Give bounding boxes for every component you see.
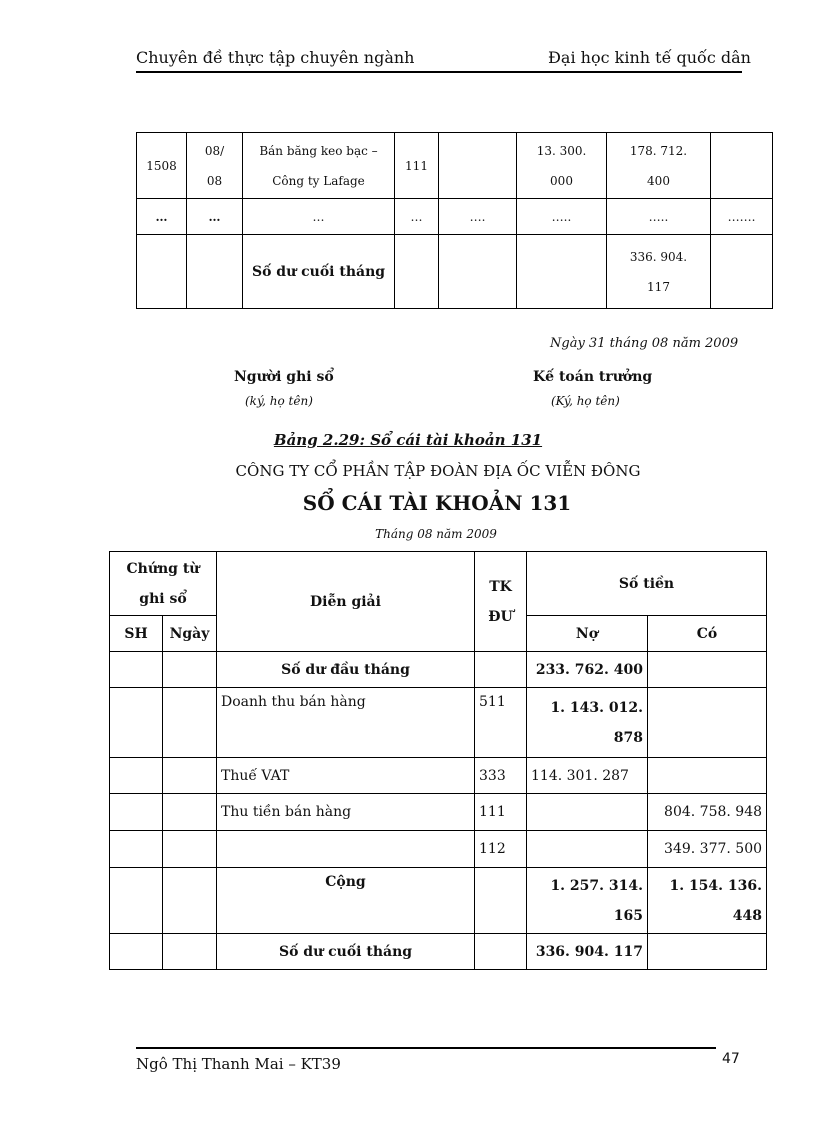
table-row <box>110 934 767 970</box>
cell-desc: … <box>243 199 395 235</box>
cell-debit-text: 13. 300. 000 <box>536 143 587 188</box>
cell-debit <box>527 794 648 831</box>
header-amount: Số tiền <box>527 552 767 616</box>
cell-acct <box>475 868 527 934</box>
cell-balance <box>607 133 711 199</box>
cell-acct: 111 <box>395 133 439 199</box>
header-rule <box>136 71 742 73</box>
cell-debit: 233. 762. 400 <box>527 652 648 688</box>
cell-debit <box>517 133 607 199</box>
cell-desc: Doanh thu bán hàng <box>217 688 475 758</box>
header-debit: Nợ <box>527 616 648 652</box>
cell-balance-text: 336. 904. 117 <box>629 249 688 294</box>
cell-date <box>163 831 217 868</box>
cell-credit <box>648 688 767 758</box>
signature-date: Ngày 31 tháng 08 năm 2009 <box>550 336 739 351</box>
header-sh: SH <box>110 616 163 652</box>
cell-extra <box>711 235 773 309</box>
cell-credit <box>648 934 767 970</box>
cell-date <box>163 652 217 688</box>
header-voucher-text: Chứng từ ghi sổ <box>126 560 200 607</box>
cell-date <box>187 133 243 199</box>
cell-debit <box>527 688 648 758</box>
page-number: 47 <box>722 1051 740 1067</box>
continuation-table <box>136 132 773 309</box>
cell-acct <box>475 652 527 688</box>
cell-sh <box>110 652 163 688</box>
cell-debit-text: 1. 143. 012. 878 <box>550 699 643 746</box>
cell-desc <box>243 133 395 199</box>
cell-credit <box>648 652 767 688</box>
cell-debit <box>517 235 607 309</box>
table-row <box>137 235 773 309</box>
cell-credit <box>648 758 767 794</box>
cell-acct: 333 <box>475 758 527 794</box>
cell-credit-text: 1. 154. 136. 448 <box>669 877 763 924</box>
table-row <box>110 831 767 868</box>
cell-debit: 114. 301. 287 <box>527 758 648 794</box>
footer-author: Ngô Thị Thanh Mai – KT39 <box>136 1055 341 1073</box>
cell-date <box>163 934 217 970</box>
cell-sh <box>137 235 187 309</box>
header-credit: Có <box>648 616 767 652</box>
cell-balance <box>607 235 711 309</box>
cell-date <box>163 794 217 831</box>
cell-desc <box>217 831 475 868</box>
cell-sh <box>110 831 163 868</box>
cell-extra <box>711 133 773 199</box>
header-acct-text: TK ĐƯ <box>488 578 513 625</box>
cell-sh <box>110 868 163 934</box>
cell-desc: Số dư đầu tháng <box>217 652 475 688</box>
company-name: CÔNG TY CỔ PHẦN TẬP ĐOÀN ĐỊA ỐC VIỄN ĐÔNG <box>235 462 641 480</box>
header-row <box>110 552 767 616</box>
cell-desc: Số dư cuối tháng <box>217 934 475 970</box>
cell-acct: 511 <box>475 688 527 758</box>
cell-date <box>187 235 243 309</box>
cell-debit <box>527 868 648 934</box>
cell-desc: Thu tiền bán hàng <box>217 794 475 831</box>
writer-title: Người ghi sổ <box>234 369 334 385</box>
cell-sh: 1508 <box>137 133 187 199</box>
cell-debit: 336. 904. 117 <box>527 934 648 970</box>
cell-date <box>163 868 217 934</box>
table-row <box>110 688 767 758</box>
cell-sh <box>110 794 163 831</box>
header-desc: Diễn giải <box>217 552 475 652</box>
header-right: Đại học kinh tế quốc dân <box>548 48 751 67</box>
cell-acct: 111 <box>475 794 527 831</box>
cell-balance: ….. <box>607 199 711 235</box>
cell-acct <box>395 235 439 309</box>
table-caption: Bảng 2.29: Sổ cái tài khoản 131 <box>273 431 543 449</box>
cell-acct: 112 <box>475 831 527 868</box>
cell-acct: … <box>395 199 439 235</box>
cell-date <box>163 758 217 794</box>
table-row <box>110 868 767 934</box>
cell-debit <box>527 831 648 868</box>
cell-acct <box>475 934 527 970</box>
cell-credit <box>648 868 767 934</box>
writer-sub: (ký, họ tên) <box>245 394 313 408</box>
cell-desc: Số dư cuối tháng <box>243 235 395 309</box>
header-acct <box>475 552 527 652</box>
cell-blank: …. <box>439 199 517 235</box>
chief-sub: (Ký, họ tên) <box>551 394 620 408</box>
header-date: Ngày <box>163 616 217 652</box>
cell-credit: 804. 758. 948 <box>648 794 767 831</box>
table-row <box>137 133 773 199</box>
cell-sh: … <box>137 199 187 235</box>
table-row <box>110 652 767 688</box>
cell-debit-text: 1. 257. 314. 165 <box>550 877 643 924</box>
table-row <box>110 758 767 794</box>
table-row <box>110 794 767 831</box>
cell-credit: 349. 377. 500 <box>648 831 767 868</box>
cell-debit: ….. <box>517 199 607 235</box>
ledger-period: Tháng 08 năm 2009 <box>375 527 497 541</box>
cell-desc: Thuế VAT <box>217 758 475 794</box>
ledger-title: SỔ CÁI TÀI KHOẢN 131 <box>302 491 572 515</box>
cell-date-text: 08/ 08 <box>204 143 225 188</box>
cell-sh <box>110 758 163 794</box>
ledger-table <box>109 551 767 970</box>
header-voucher <box>110 552 217 616</box>
cell-date: … <box>187 199 243 235</box>
cell-desc-text: Bán băng keo bạc – Công ty Lafage <box>259 143 378 188</box>
cell-sh <box>110 688 163 758</box>
header-left: Chuyên đề thực tập chuyên ngành <box>136 48 415 67</box>
cell-balance-text: 178. 712. 400 <box>629 143 688 188</box>
cell-date <box>163 688 217 758</box>
cell-blank <box>439 235 517 309</box>
cell-blank <box>439 133 517 199</box>
cell-sh <box>110 934 163 970</box>
chief-title: Kế toán trưởng <box>533 369 653 385</box>
table-row <box>137 199 773 235</box>
cell-desc: Cộng <box>217 868 475 934</box>
cell-extra: ……. <box>711 199 773 235</box>
footer-rule <box>136 1047 716 1049</box>
